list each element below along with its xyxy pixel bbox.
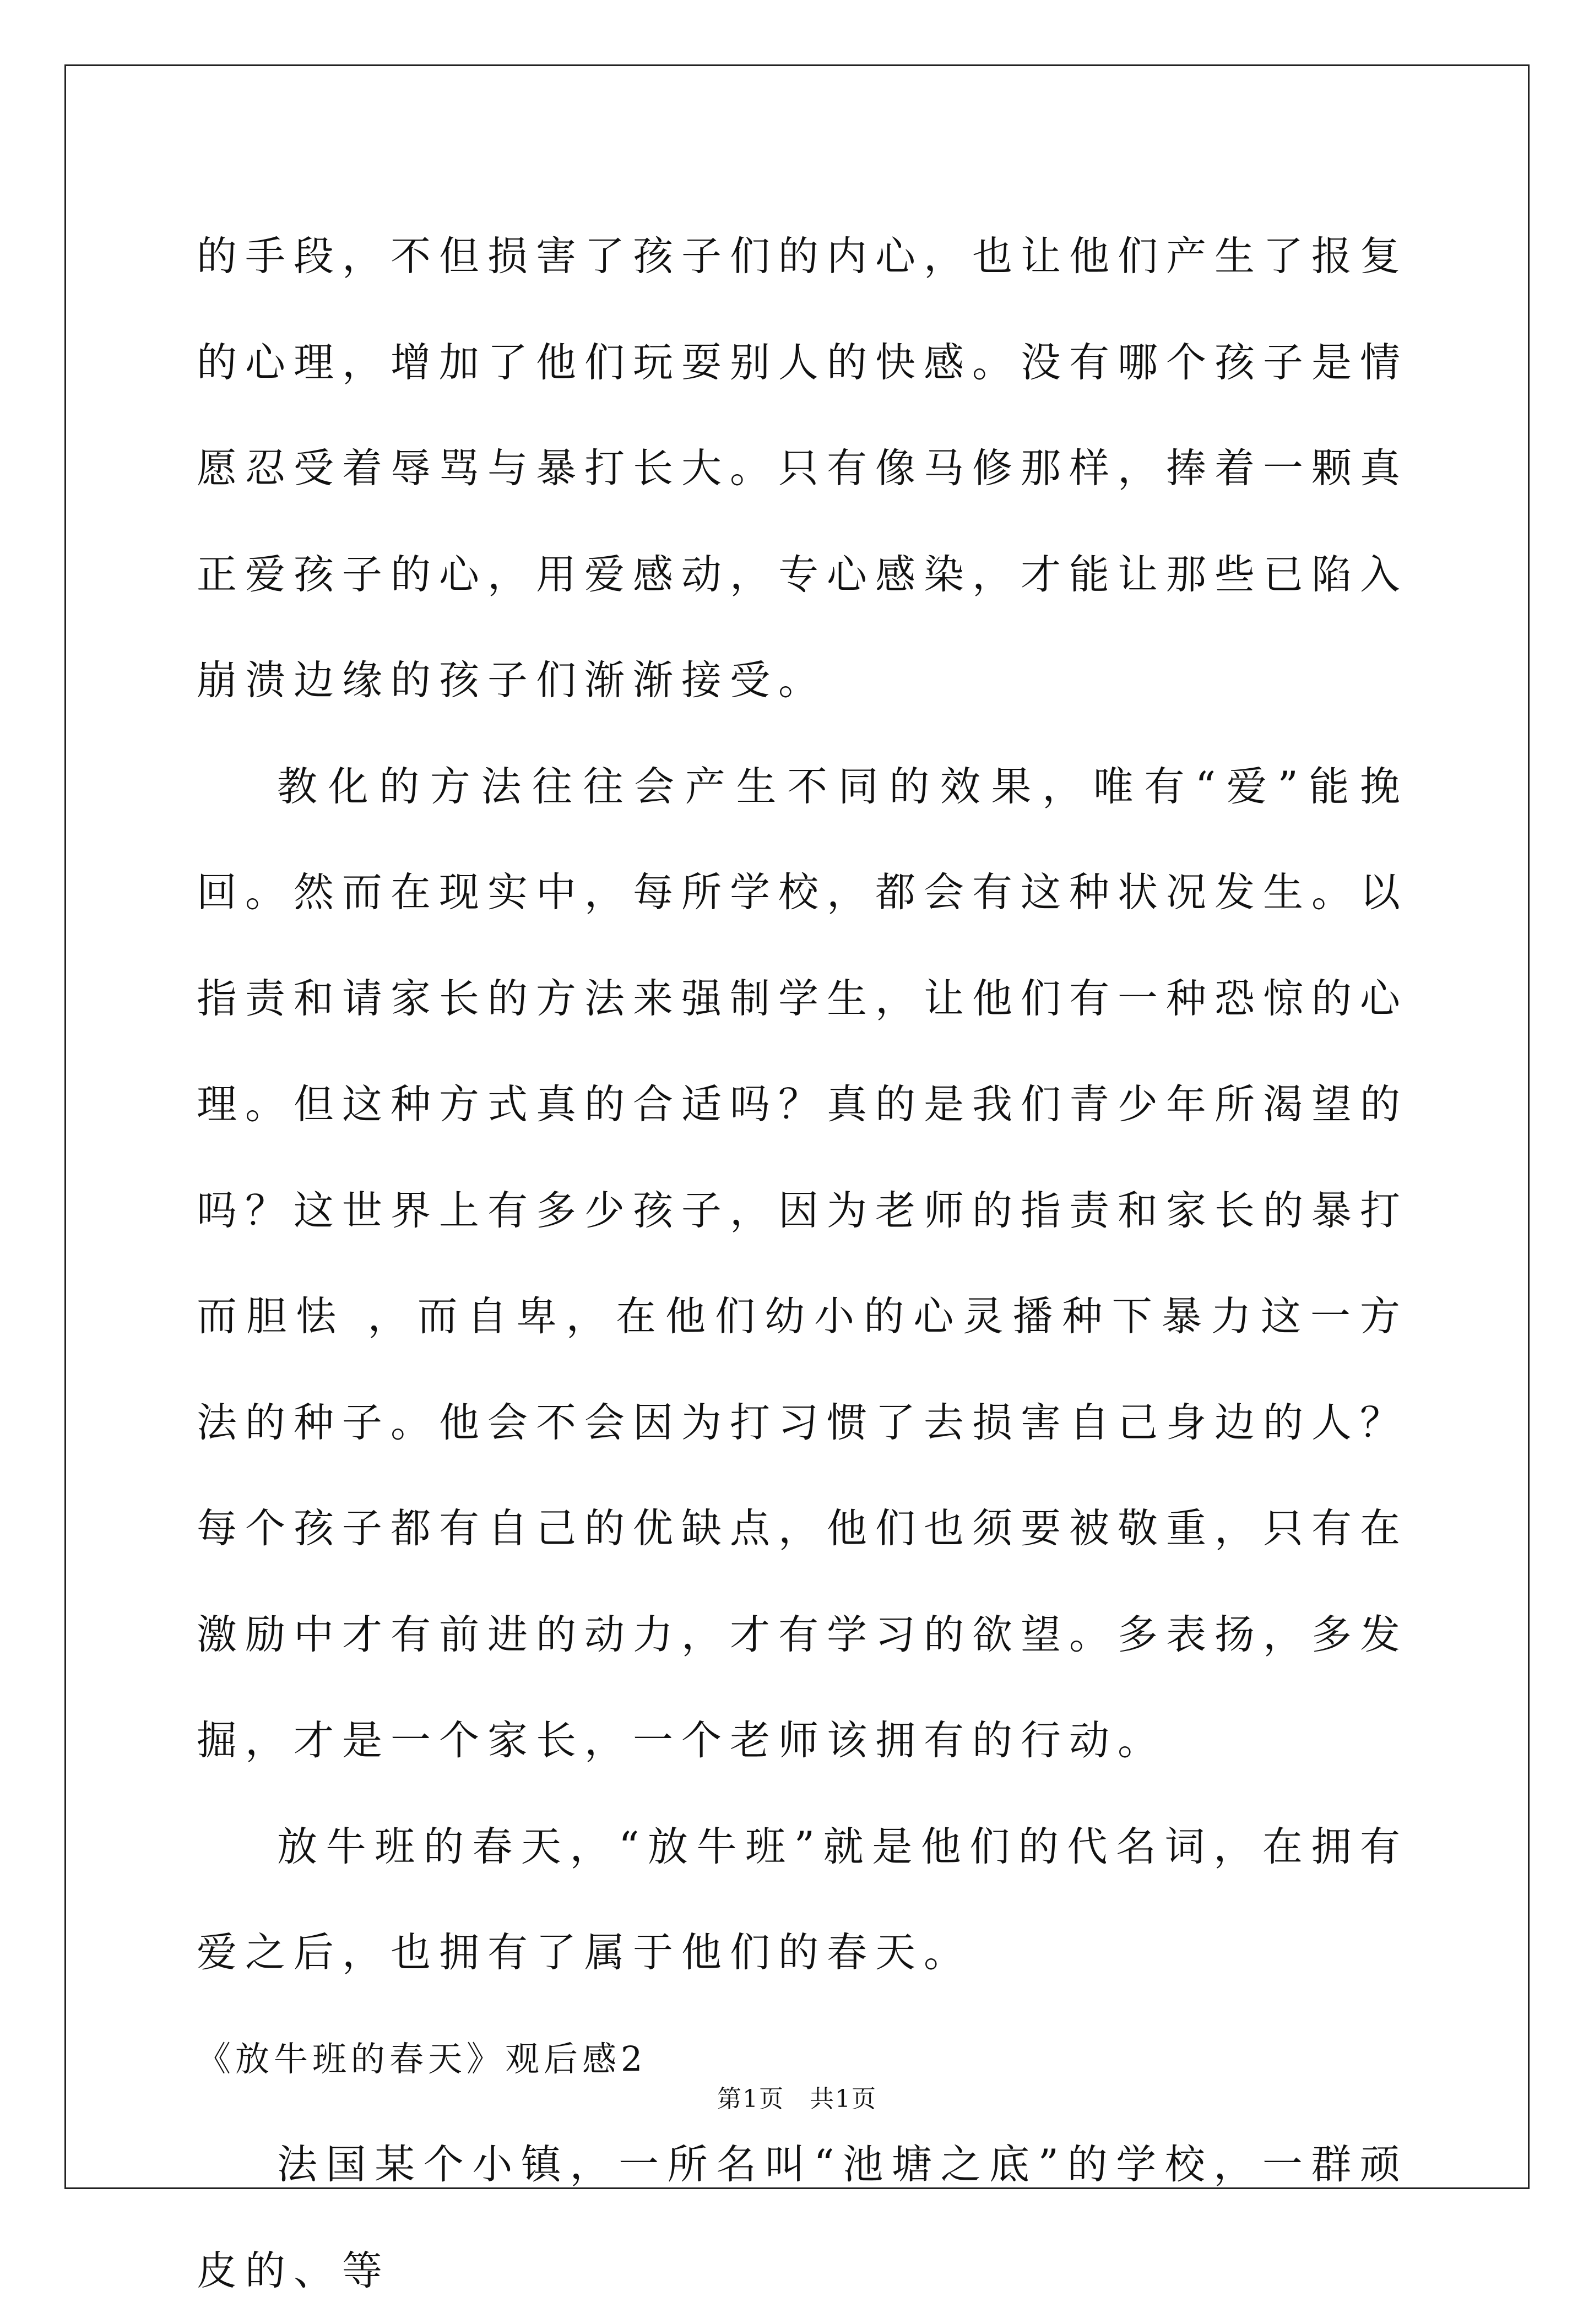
paragraph-3: 放牛班的春天，“放牛班”就是他们的代名词，在拥有爱之后，也拥有了属于他们的春天。 (197, 1823, 1408, 1976)
paragraph-2: 教化的方法往往会产生不同的效果，唯有“爱”能挽回。然而在现实中，每所学校，都会有这种状况发生。以指责和请家长的方法来强制学生，让他们有一种恐惊的心理。但这种方式真的合适吗？真的是我们青少年所渴望的吗？这世界上有多少孩子，因为老师的指责和家长的暴打而胆怯 ，而自卑，在他们幼小的心灵播种下暴力这一方法的种子。他会不会因为打习惯了去损害自己身边的人？每个孩子都有自己的优缺点，他们也须要被敬重，只有在激励中才有前进的动力，才有学习的欲望。多表扬，多发掘，才是一个家长，一个老师该拥有的行动。 (197, 763, 1408, 1764)
section-heading: 《放牛班的春天》观后感2 (197, 2038, 647, 2079)
page-footer (0, 2083, 1594, 2116)
paragraph-1: 的手段，不但损害了孩子们的内心，也让他们产生了报复的心理，增加了他们玩耍别人的快感。没有哪个孩子是情愿忍受着辱骂与暴打长大。只有像马修那样，捧着一颗真正爱孩子的心，用爱感动，专心感染，才能让那些已陷入崩溃边缘的孩子们渐渐接受。 (197, 233, 1408, 704)
total-pages-label: 共1页 (810, 2085, 877, 2113)
paragraph-4: 法国某个小镇，一所名叫“池塘之底”的学校，一群顽皮的、等 (197, 2141, 1408, 2294)
current-page-label: 第1页 (717, 2085, 784, 2113)
document-body (197, 204, 1408, 2324)
